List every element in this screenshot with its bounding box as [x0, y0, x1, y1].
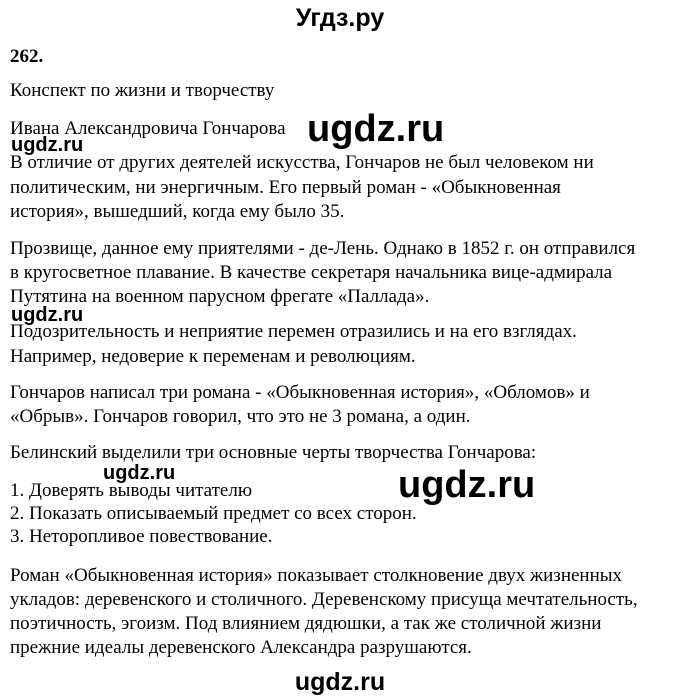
task-title-line: Конспект по жизни и творчеству	[10, 80, 275, 101]
paragraph-line: Прозвище, данное ему приятелями - де-Лень. Однако в 1852 г. он отправился	[10, 238, 636, 259]
list-item: 2. Показать описываемый предмет со всех сторон.	[10, 503, 417, 524]
paragraph-line: Гончаров написал три романа - «Обыкновенная история», «Обломов» и	[10, 382, 590, 403]
site-footer: ugdz.ru	[294, 668, 386, 696]
paragraph-line: Путятина на военном парусном фрегате «Паллада».	[10, 286, 430, 307]
paragraph-line: политическим, ни энергичным. Его первый роман - «Обыкновенная	[10, 177, 561, 198]
paragraph-line: история», вышедший, когда ему было 35.	[10, 201, 345, 222]
watermark-small: ugdz.ru	[103, 462, 176, 484]
paragraph-line: поэтичность, эгоизм. Под влиянием дядюшки, а так же столичной жизни	[10, 613, 602, 634]
task-number: 262.	[10, 46, 44, 67]
list-item: 1. Доверять выводы читателю	[10, 480, 253, 501]
paragraph-line: прежние идеалы деревенского Александра разрушаются.	[10, 637, 472, 658]
watermark-small: ugdz.ru	[11, 134, 84, 156]
paragraph-line: в кругосветное плавание. В качестве секретаря начальника вице-адмирала	[10, 262, 613, 283]
watermark-large: ugdz.ru	[307, 108, 445, 150]
paragraph-line: Например, недоверие к переменам и революциям.	[10, 346, 416, 367]
list-item: 3. Неторопливое повествование.	[10, 526, 273, 547]
watermark-large: ugdz.ru	[398, 464, 536, 506]
paragraph-line: укладов: деревенского и столичного. Деревенскому присуща мечтательность,	[10, 589, 638, 610]
task-title-line: Ивана Александровича Гончарова	[10, 118, 286, 139]
paragraph-line: Белинский выделили три основные черты творчества Гончарова:	[10, 442, 537, 463]
paragraph-line: Подозрительность и неприятие перемен отразились и на его взглядах.	[10, 321, 577, 342]
watermark-small: ugdz.ru	[11, 304, 84, 326]
paragraph-line: «Обрыв». Гончаров говорил, что это не 3 романа, а один.	[10, 406, 471, 427]
paragraph-line: В отличие от других деятелей искусства, Гончаров не был человеком ни	[10, 152, 594, 173]
site-header-title: Угдз.ру	[295, 4, 385, 32]
paragraph-line: Роман «Обыкновенная история» показывает столкновение двух жизненных	[10, 565, 623, 586]
